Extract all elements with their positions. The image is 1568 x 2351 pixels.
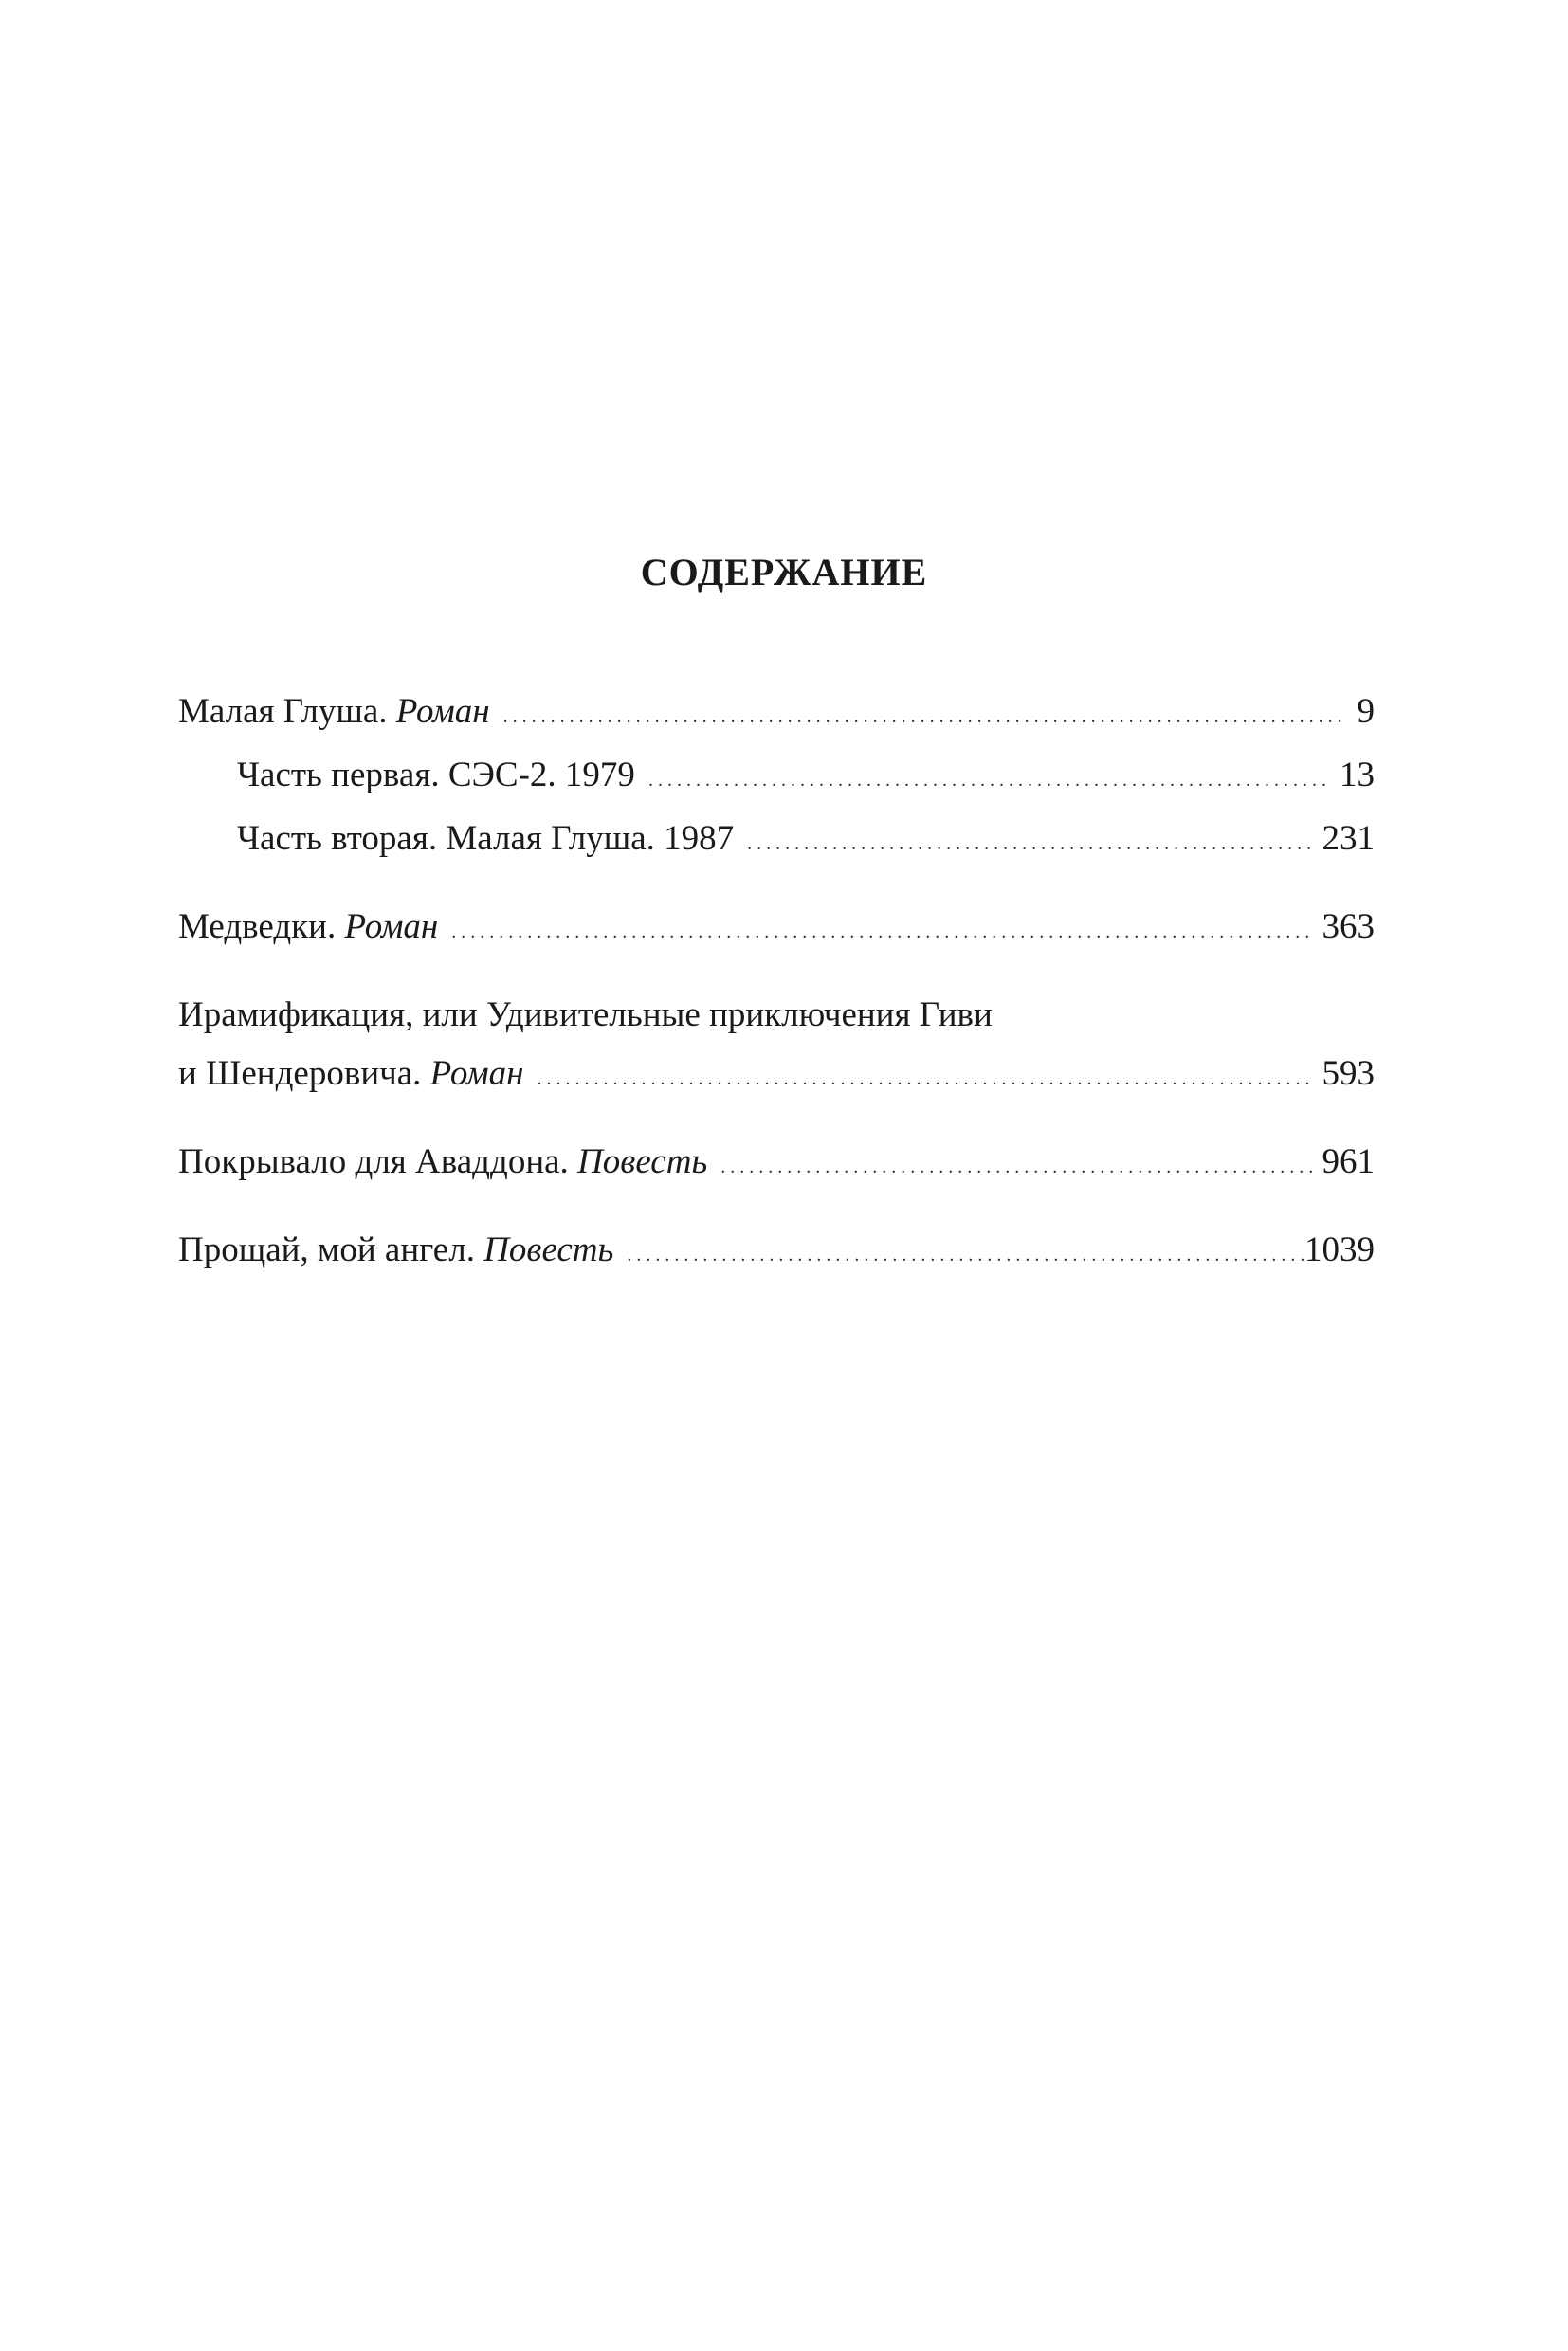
toc-entry-page: 231 bbox=[1322, 819, 1375, 858]
toc-entry-page: 9 bbox=[1357, 692, 1375, 731]
toc-entry-proshchay bbox=[178, 1221, 1375, 1285]
toc-entry-genre: Роман bbox=[344, 907, 439, 946]
dot-leader bbox=[648, 746, 1330, 810]
toc-subentry-part-two bbox=[178, 810, 1375, 873]
dot-leader bbox=[720, 1133, 1312, 1196]
toc-subentry-part-one bbox=[178, 746, 1375, 810]
toc-entry-page: 13 bbox=[1340, 756, 1375, 794]
dot-leader bbox=[451, 898, 1312, 961]
toc-entry-title: Медведки. Роман bbox=[178, 907, 439, 946]
toc-entry-page: 961 bbox=[1322, 1142, 1375, 1181]
toc-entry-page: 1039 bbox=[1304, 1230, 1375, 1269]
toc-entry-title: Часть вторая. Малая Глуша. 1987 bbox=[237, 819, 735, 858]
toc-entry-medvedki bbox=[178, 898, 1375, 961]
toc-heading: СОДЕРЖАНИЕ bbox=[640, 551, 928, 593]
toc-entry-page: 363 bbox=[1322, 907, 1375, 946]
toc-entry-iramifikaciya bbox=[178, 1045, 1375, 1108]
toc-entry-page: 593 bbox=[1322, 1054, 1375, 1093]
dot-leader bbox=[627, 1221, 1304, 1285]
toc-entry-title: Покрывало для Аваддона. Повесть bbox=[178, 1142, 708, 1181]
dot-leader bbox=[503, 683, 1348, 746]
dot-leader bbox=[747, 810, 1312, 873]
toc-entry-pokryvalo bbox=[178, 1133, 1375, 1196]
table-of-contents bbox=[178, 683, 1375, 1285]
toc-entry-genre: Повесть bbox=[483, 1230, 614, 1269]
toc-entry-title: и Шендеровича. Роман bbox=[178, 1054, 524, 1093]
toc-entry-genre: Роман bbox=[395, 692, 490, 731]
dot-leader bbox=[537, 1045, 1312, 1108]
toc-entry-malaya-glusha bbox=[178, 683, 1375, 746]
toc-entry-title: Часть первая. СЭС-2. 1979 bbox=[237, 756, 635, 794]
toc-entry-iramifikaciya-line1: Ирамификация, или Удивительные приключения Гиви bbox=[178, 995, 993, 1034]
toc-entry-title: Прощай, мой ангел. Повесть bbox=[178, 1230, 614, 1269]
toc-entry-title: Малая Глуша. Роман bbox=[178, 692, 490, 731]
toc-entry-genre: Роман bbox=[429, 1054, 524, 1093]
toc-entry-genre: Повесть bbox=[577, 1142, 708, 1181]
